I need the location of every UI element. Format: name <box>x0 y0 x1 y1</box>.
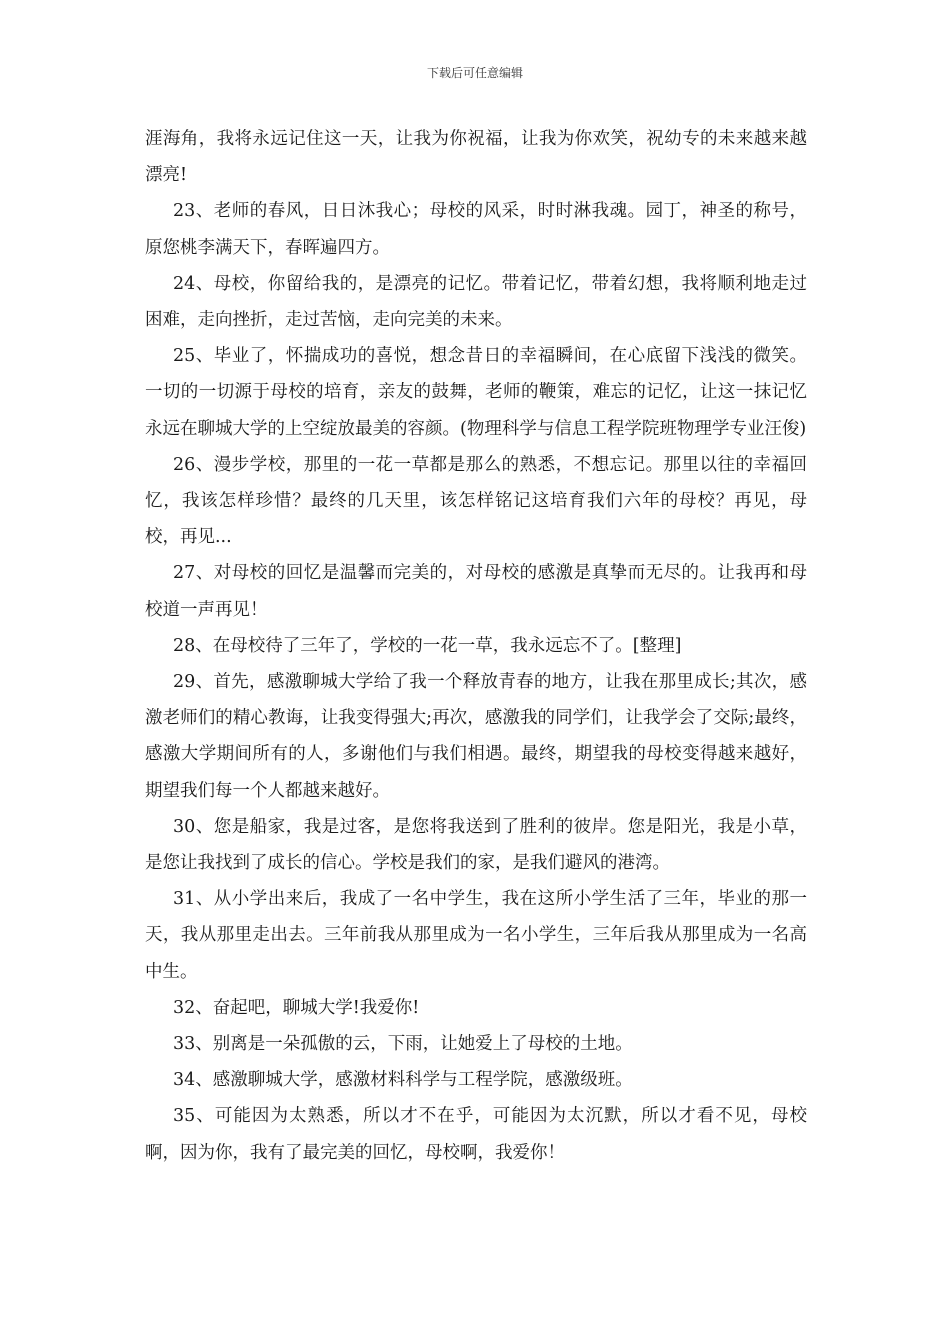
paragraph-item-34: 34、感激聊城大学，感激材料科学与工程学院，感激级班。 <box>173 1070 633 1091</box>
paragraph-item-30: 30、您是船家，我是过客，是您将我送到了胜利的彼岸。您是阳光，我是小草，是您让我找到了成长的信心。学校是我们的家，是我们避风的港湾。 <box>145 816 807 874</box>
paragraph-continuation: 涯海角，我将永远记住这一天，让我为你祝福，让我为你欢笑，祝幼专的未来越来越漂亮! <box>145 129 807 186</box>
paragraph-item-28: 28、在母校待了三年了，学校的一花一草，我永远忘不了。[整理] <box>173 635 682 656</box>
paragraph-item-31: 31、从小学出来后，我成了一名中学生，我在这所小学生活了三年，毕业的那一天，我从那里走出去。三年前我从那里成为一名小学生，三年后我从那里成为一名高中生。 <box>145 889 807 982</box>
paragraph-item-27: 27、对母校的回忆是温馨而完美的，对母校的感激是真挚而无尽的。让我再和母校道一声再见！ <box>145 563 807 620</box>
paragraph-item-32: 32、奋起吧，聊城大学!我爱你! <box>173 997 420 1018</box>
page-header: 下载后可任意编辑 <box>426 66 523 80</box>
paragraph-item-23: 23、老师的春风，日日沐我心；母校的风采，时时淋我魂。园丁，神圣的称号，原您桃李满天下，春晖遍四方。 <box>145 201 807 258</box>
document-body <box>145 121 807 1171</box>
paragraph-item-29: 29、首先，感激聊城大学给了我一个释放青春的地方，让我在那里成长;其次，感激老师们的精心教诲，让我变得强大;再次，感激我的同学们，让我学会了交际;最终，感激大学期间所有的人，多谢他们与我们相遇。最终，期望我的母校变得越来越好，期望我们每一个人都越来越好。 <box>145 672 807 801</box>
paragraph-item-35: 35、可能因为太熟悉，所以才不在乎，可能因为太沉默，所以才看不见，母校啊，因为你，我有了最完美的回忆，母校啊，我爱你！ <box>145 1106 807 1163</box>
paragraph-item-25: 25、毕业了，怀揣成功的喜悦，想念昔日的幸福瞬间，在心底留下浅浅的微笑。一切的一切源于母校的培育，亲友的鼓舞，老师的鞭策，难忘的记忆，让这一抹记忆永远在聊城大学的上空绽放最美的容颜。(物理科学与信息工程学院班物理学专业汪俊) <box>145 346 807 439</box>
paragraph-item-33: 33、别离是一朵孤傲的云，下雨，让她爱上了母校的土地。 <box>173 1034 633 1055</box>
paragraph-item-24: 24、母校，你留给我的，是漂亮的记忆。带着记忆，带着幻想，我将顺利地走过困难，走向挫折，走过苦恼，走向完美的未来。 <box>145 273 807 331</box>
paragraph-item-26: 26、漫步学校，那里的一花一草都是那么的熟悉，不想忘记。那里以往的幸福回忆，我该怎样珍惜？最终的几天里，该怎样铭记这培育我们六年的母校？再见，母校，再见... <box>145 454 807 548</box>
